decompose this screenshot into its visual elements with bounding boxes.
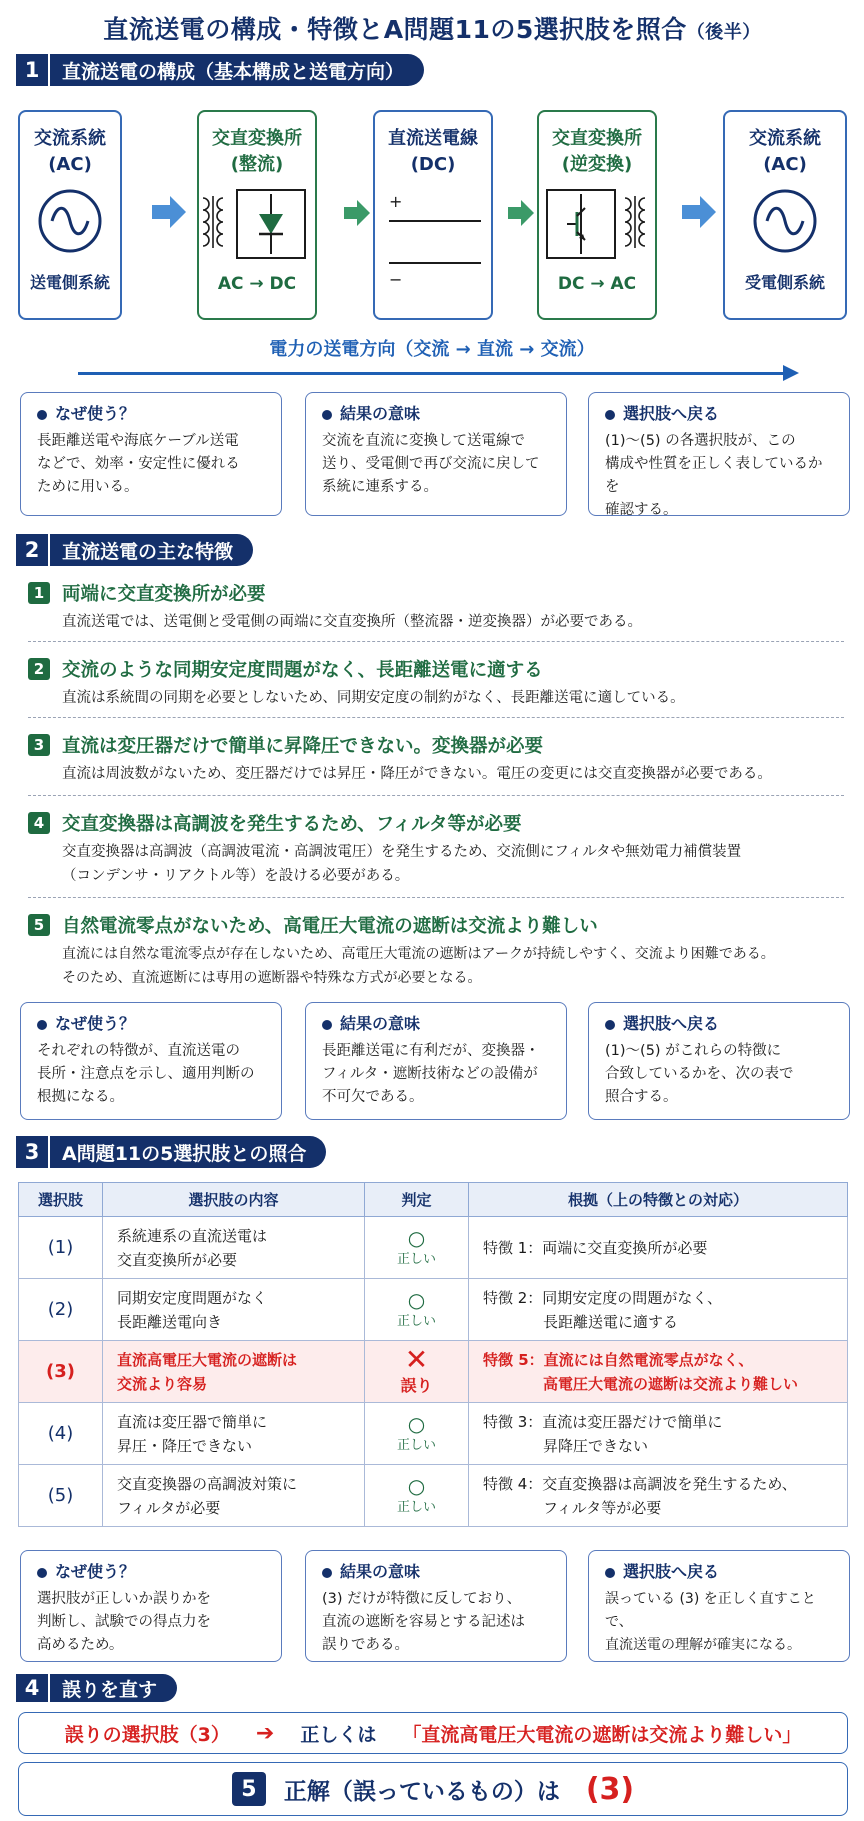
bullet-icon — [322, 410, 332, 420]
table-row — [19, 1217, 848, 1279]
final-answer-banner — [18, 1762, 848, 1816]
info-card-why — [20, 1550, 282, 1662]
box-caption: AC → DC — [217, 274, 297, 294]
corrected-statement: 「直流高電圧大電流の遮断は交流より難しい」 — [402, 1723, 802, 1746]
reason-text: 特徴 2：同期安定度の問題がなく、 長距離送電に適する — [469, 1279, 848, 1341]
divider — [28, 641, 844, 642]
section-3-header — [16, 1136, 326, 1168]
reason-text: 特徴 4：交直変換器は高調波を発生するため、 フィルタ等が必要 — [469, 1465, 848, 1527]
feature-item — [28, 912, 844, 990]
info-card-meaning — [305, 1550, 567, 1662]
feature-number: 2 — [28, 658, 50, 680]
reason-text: 特徴 5：直流には自然電流零点がなく、 高電圧大電流の遮断は交流より難しい — [469, 1341, 848, 1403]
converter-rectifier-box — [197, 110, 317, 320]
info-card-heading: なぜ使う？ — [55, 1562, 136, 1581]
info-card-heading: 結果の意味 — [340, 404, 421, 423]
table-row-wrong — [19, 1341, 848, 1403]
verdict-cell — [365, 1279, 469, 1341]
flow-arrow-icon — [508, 200, 534, 226]
choice-number: (1) — [19, 1217, 103, 1279]
section-number: 1 — [16, 54, 50, 86]
column-header: 選択肢 — [19, 1183, 103, 1217]
dc-line-negative — [389, 262, 481, 264]
info-card-body: 交流を直流に変換して送電線で 送り、受電側で再び交流に戻して 系統に連系する。 — [322, 433, 540, 495]
box-title: 交直変換所 (整流) — [212, 128, 302, 175]
correct-mark-icon: ○ — [407, 1473, 426, 1498]
answer-label: 正解（誤っているもの）は — [283, 1778, 560, 1805]
power-flow-line — [78, 372, 788, 375]
info-card-why — [20, 1002, 282, 1120]
choice-content: 系統連系の直流送電は 交直変換所が必要 — [103, 1217, 365, 1279]
reason-text: 特徴 3：直流は変圧器だけで簡単に 昇降圧できない — [469, 1403, 848, 1465]
info-card-heading: なぜ使う？ — [55, 1014, 136, 1033]
dc-line-box — [373, 110, 493, 320]
divider — [28, 795, 844, 796]
feature-body: 直流送電では、送電側と受電側の両端に交直変換所（整流器・逆変換器）が必要である。 — [62, 614, 642, 630]
power-flow-label: 電力の送電方向（交流 → 直流 → 交流） — [269, 339, 595, 360]
choice-content: 交直変換器の高調波対策に フィルタが必要 — [103, 1465, 365, 1527]
converter-inverter-box — [537, 110, 657, 320]
negative-sign: − — [389, 270, 403, 289]
bullet-icon — [605, 1020, 615, 1030]
positive-sign: + — [389, 192, 403, 211]
power-flow-arrowhead — [783, 365, 799, 381]
feature-item — [28, 732, 844, 786]
section-4-header — [16, 1674, 177, 1702]
section-1-header — [16, 54, 424, 86]
flow-arrow-icon — [344, 200, 370, 226]
info-card-heading: 結果の意味 — [340, 1014, 421, 1033]
section-2-header — [16, 534, 253, 566]
choice-number: (5) — [19, 1465, 103, 1527]
verdict-text: 正しい — [396, 1499, 436, 1515]
section-title: 誤りを直す — [62, 1678, 158, 1701]
feature-number: 5 — [28, 914, 50, 936]
info-card-heading: 選択肢へ戻る — [623, 1562, 720, 1581]
page-title-suffix: （後半） — [686, 22, 761, 43]
verdict-cell — [365, 1465, 469, 1527]
info-card-meaning — [305, 1002, 567, 1120]
correction-banner — [18, 1712, 848, 1754]
dc-line-positive — [389, 220, 481, 222]
box-title: 交直変換所 (逆変換) — [552, 128, 642, 175]
feature-number: 1 — [28, 582, 50, 604]
feature-number: 3 — [28, 734, 50, 756]
feature-body: 直流には自然な電流零点が存在しないため、高電圧大電流の遮断はアークが持続しやすく、交流より困難である。 そのため、直流遮断には専用の遮断器や特殊な方式が必要となる。 — [62, 946, 775, 986]
info-card-body: 長距離送電に有利だが、変換器・ フィルタ・遮断技術などの設備が 不可欠である。 — [322, 1043, 540, 1105]
table-row — [19, 1403, 848, 1465]
feature-heading: 交直変換器は高調波を発生するため、フィルタ等が必要 — [62, 814, 522, 835]
reason-text: 特徴 1：両端に交直変換所が必要 — [469, 1217, 848, 1279]
table-row — [19, 1279, 848, 1341]
page-title — [0, 10, 864, 46]
choice-number: (2) — [19, 1279, 103, 1341]
info-card-heading: なぜ使う？ — [55, 404, 136, 423]
ac-system-receiving-box — [723, 110, 847, 320]
feature-body: 直流は系統間の同期を必要としないため、同期安定度の制約がなく、長距離送電に適している。 — [62, 690, 685, 706]
column-header: 選択肢の内容 — [103, 1183, 365, 1217]
info-card-back — [588, 1550, 850, 1662]
correct-mark-icon: ○ — [407, 1225, 426, 1250]
ac-source-icon — [750, 186, 820, 256]
feature-item — [28, 810, 844, 888]
rectifier-diode-icon — [199, 184, 315, 264]
bullet-icon — [322, 1020, 332, 1030]
info-card-heading: 結果の意味 — [340, 1562, 421, 1581]
correct-mark-icon: ○ — [407, 1287, 426, 1312]
arrow-right-icon: ➔ — [255, 1720, 275, 1746]
verdict-text: 正しい — [396, 1437, 436, 1453]
choice-number: (3) — [19, 1341, 103, 1403]
info-card-heading: 選択肢へ戻る — [623, 1014, 720, 1033]
info-card-body: (3) だけが特徴に反しており、 直流の遮断を容易とする記述は 誤りである。 — [322, 1591, 525, 1653]
info-card-back — [588, 392, 850, 516]
correct-mark-icon: ○ — [407, 1411, 426, 1436]
feature-item — [28, 580, 844, 634]
table-header-row — [19, 1183, 848, 1217]
bullet-icon — [37, 1020, 47, 1030]
box-title: 直流送電線 (DC) — [388, 128, 478, 175]
info-card-back — [588, 1002, 850, 1120]
verdict-cell — [365, 1403, 469, 1465]
feature-body: 直流は周波数がないため、変圧器だけでは昇圧・降圧ができない。電圧の変更には交直変換器が必要である。 — [62, 766, 772, 782]
info-card-heading: 選択肢へ戻る — [623, 404, 720, 423]
choice-number: (4) — [19, 1403, 103, 1465]
box-title: 交流系統 (AC) — [749, 128, 821, 175]
section-title: 直流送電の主な特徴 — [62, 540, 234, 563]
bullet-icon — [37, 1568, 47, 1578]
info-card-body: 誤っている (3) を正しく直すことで、 直流送電の理解が確実になる。 — [605, 1591, 816, 1653]
info-card-body: (1)～(5) がこれらの特徴に 合致しているかを、次の表で 照合する。 — [605, 1043, 794, 1105]
ac-system-sending-box — [18, 110, 122, 320]
feature-heading: 両端に交直変換所が必要 — [62, 584, 266, 605]
info-card-meaning — [305, 392, 567, 516]
verdict-text: 正しい — [396, 1251, 436, 1267]
bullet-icon — [37, 410, 47, 420]
feature-number: 4 — [28, 812, 50, 834]
feature-heading: 直流は変圧器だけで簡単に昇降圧できない。変換器が必要 — [62, 736, 544, 757]
inverter-transistor-icon — [539, 184, 655, 264]
ac-source-icon — [35, 186, 105, 256]
verdict-cell — [365, 1341, 469, 1403]
bullet-icon — [322, 1568, 332, 1578]
section-number: 4 — [16, 1674, 50, 1702]
box-caption: 送電側系統 — [29, 273, 110, 292]
column-header: 根拠（上の特徴との対応） — [469, 1183, 848, 1217]
info-card-why — [20, 392, 282, 516]
bullet-icon — [605, 1568, 615, 1578]
box-caption: 受電側系統 — [744, 273, 825, 292]
answer-value: (3) — [585, 1771, 635, 1807]
choice-content: 直流は変圧器で簡単に 昇圧・降圧できない — [103, 1403, 365, 1465]
flow-arrow-icon — [152, 196, 186, 228]
feature-body: 交直変換器は高調波（高調波電流・高調波電圧）を発生するため、交流側にフィルタや無効電力補償装置 （コンデンサ・リアクトル等）を設ける必要がある。 — [62, 844, 742, 884]
verdict-text: 正しい — [396, 1313, 436, 1329]
section-number: 2 — [16, 534, 50, 566]
correct-label: 正しくは — [300, 1723, 377, 1746]
wrong-choice-label: 誤りの選択肢（3） — [64, 1723, 230, 1746]
section-number: 3 — [16, 1136, 50, 1168]
table-row — [19, 1465, 848, 1527]
column-header: 判定 — [365, 1183, 469, 1217]
verdict-cell — [365, 1217, 469, 1279]
section-number: 5 — [232, 1772, 266, 1806]
info-card-body: それぞれの特徴が、直流送電の 長所・注意点を示し、適用判断の 根拠になる。 — [37, 1043, 255, 1105]
divider — [28, 897, 844, 898]
choice-content: 同期安定度問題がなく 長距離送電向き — [103, 1279, 365, 1341]
feature-item — [28, 656, 844, 710]
verdict-text: 誤り — [400, 1376, 433, 1395]
wrong-mark-icon: ✕ — [404, 1343, 429, 1376]
feature-heading: 自然電流零点がないため、高電圧大電流の遮断は交流より難しい — [62, 916, 598, 937]
choices-table — [18, 1182, 848, 1527]
choice-content: 直流高電圧大電流の遮断は 交流より容易 — [103, 1341, 365, 1403]
section-title: 直流送電の構成（基本構成と送電方向） — [62, 60, 405, 83]
info-card-body: 選択肢が正しいか誤りかを 判断し、試験での得点力を 高めるため。 — [37, 1591, 211, 1653]
section-title: A問題11の5選択肢との照合 — [62, 1142, 307, 1165]
feature-heading: 交流のような同期安定度問題がなく、長距離送電に適する — [62, 660, 543, 681]
box-title: 交流系統 (AC) — [34, 128, 106, 175]
divider — [28, 717, 844, 718]
info-card-body: 長距離送電や海底ケーブル送電 などで、効率・安定性に優れる ために用いる。 — [37, 433, 240, 495]
box-caption: DC → AC — [557, 274, 637, 294]
info-card-body: (1)～(5) の各選択肢が、この 構成や性質を正しく表しているかを 確認する。 — [605, 433, 823, 518]
bullet-icon — [605, 410, 615, 420]
page-title-text: 直流送電の構成・特徴とA問題11の5選択肢を照合 — [103, 15, 687, 44]
flow-arrow-icon — [682, 196, 716, 228]
